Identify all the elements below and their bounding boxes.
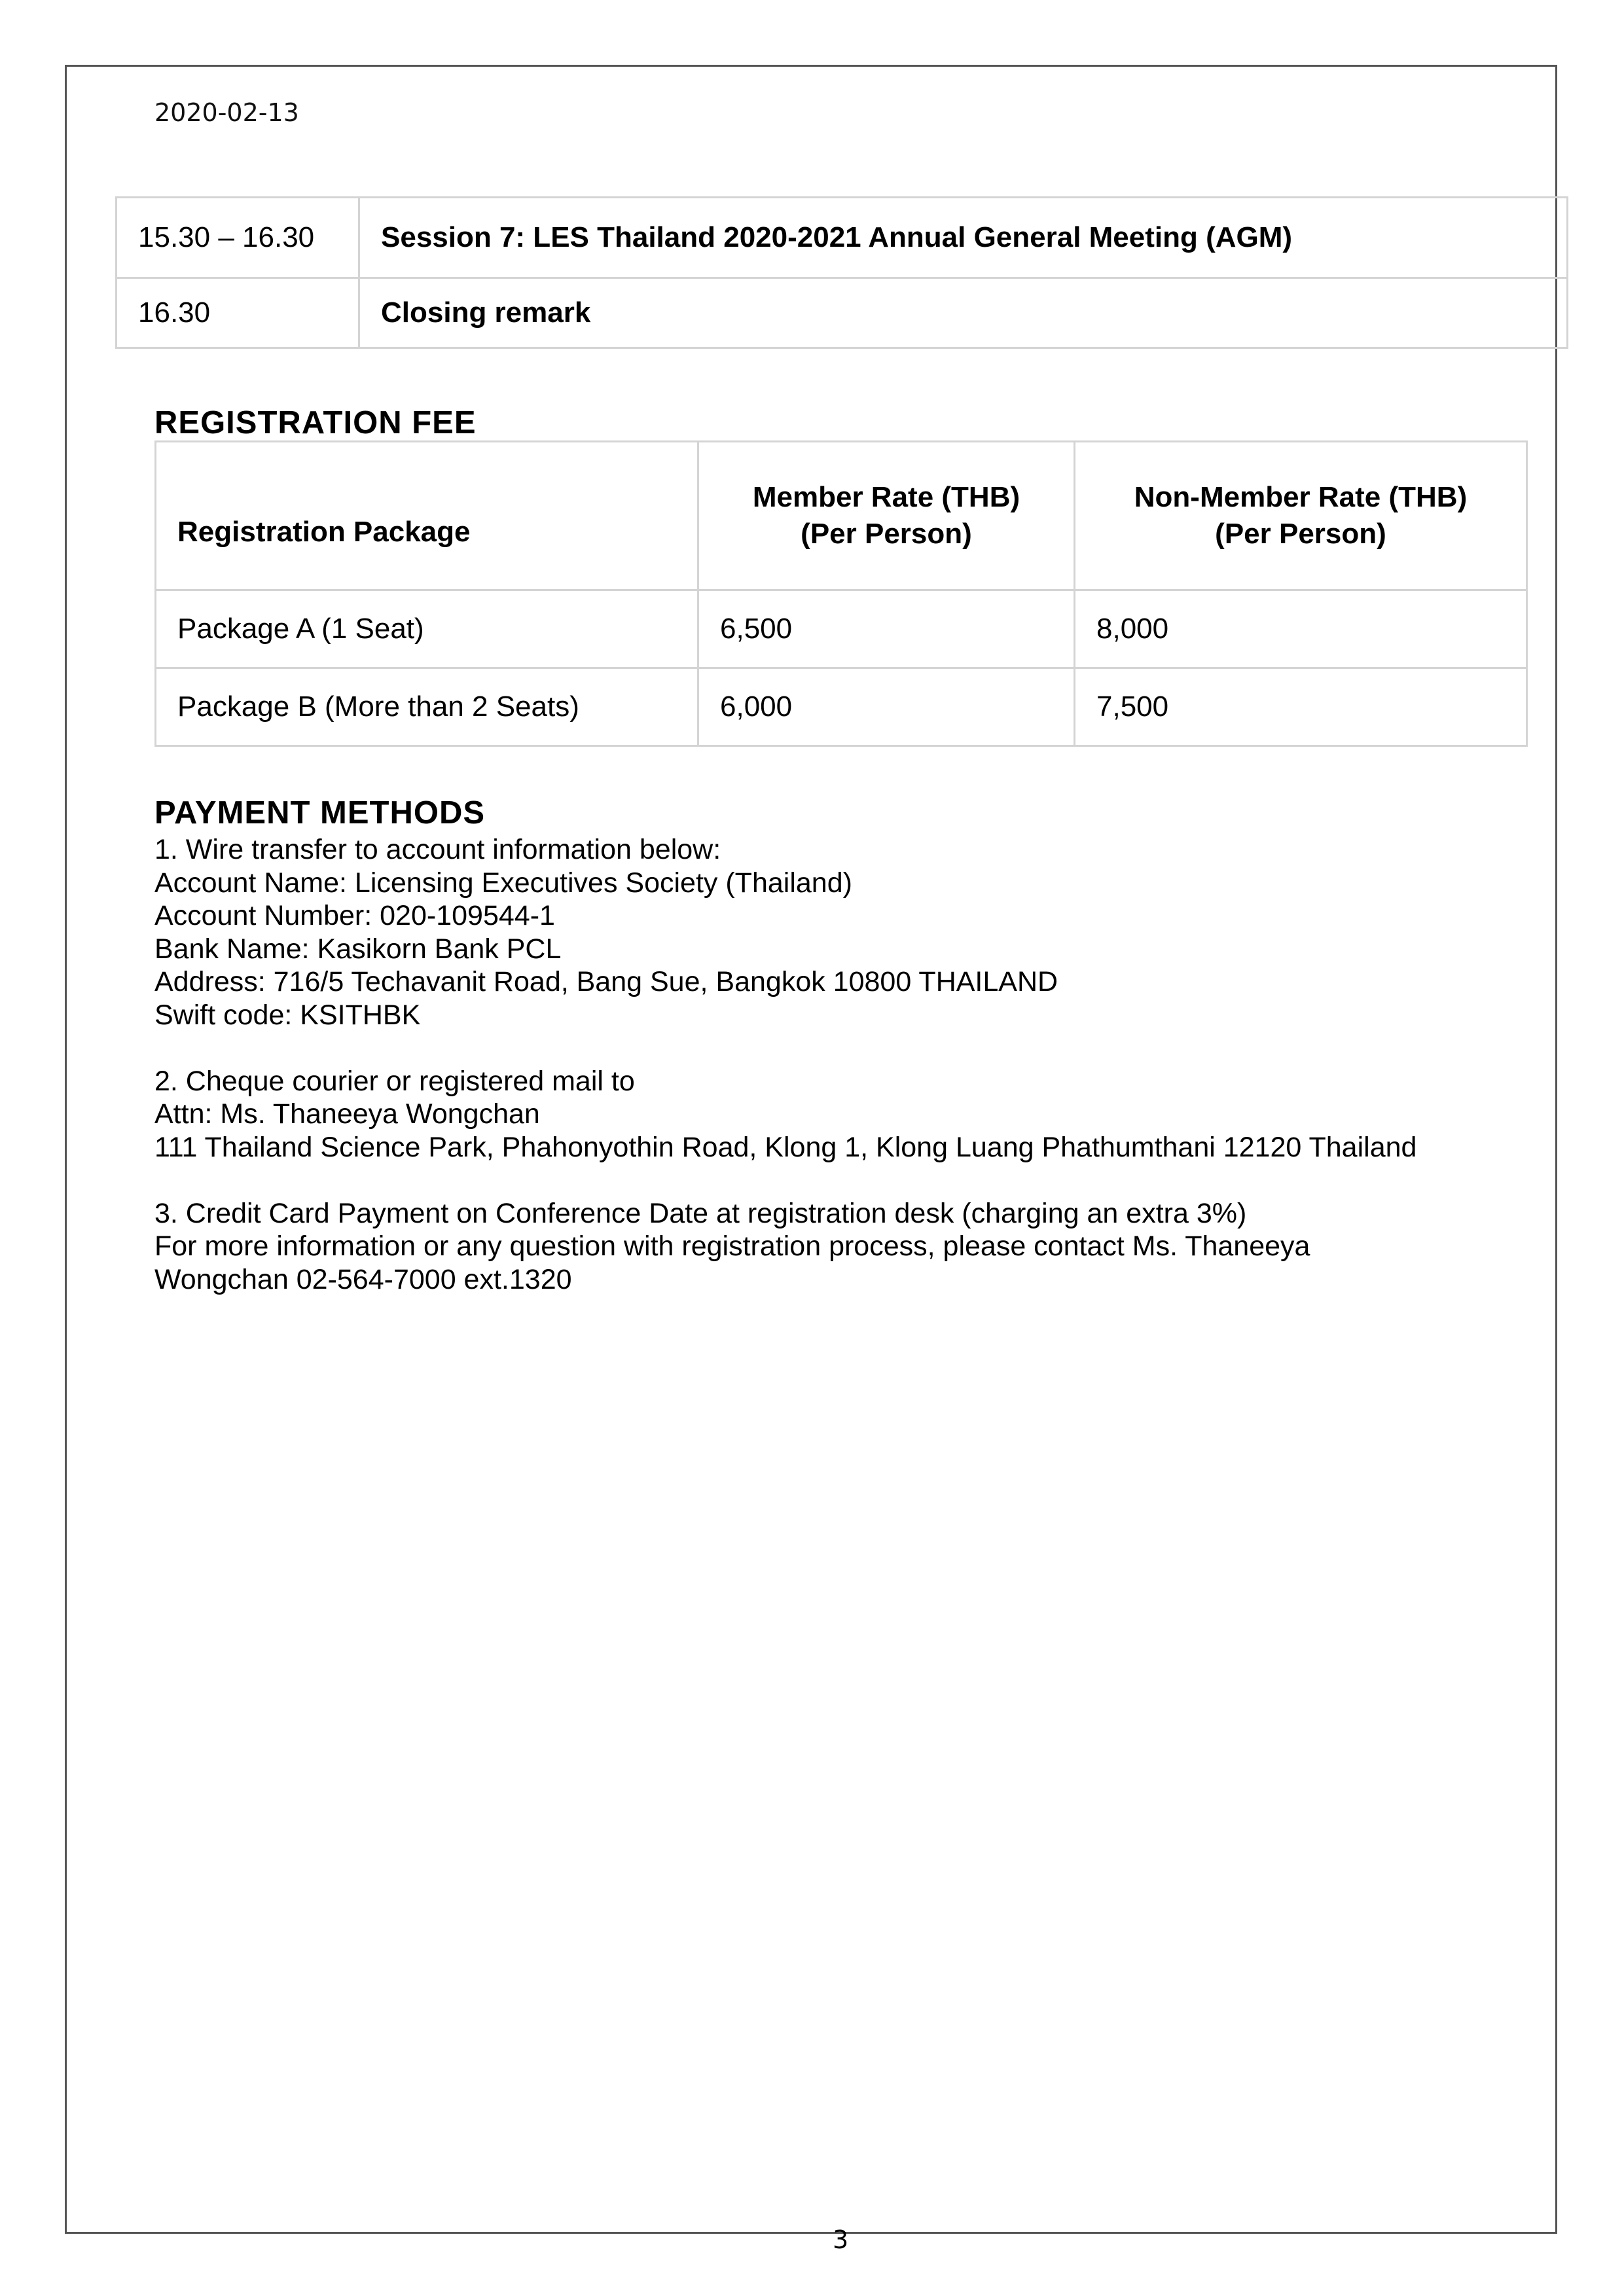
payment-heading: PAYMENT METHODS xyxy=(154,795,486,831)
column-header-member-rate xyxy=(698,442,1075,590)
column-header-nonmember-rate xyxy=(1075,442,1527,590)
registration-heading: REGISTRATION FEE xyxy=(154,405,477,440)
paragraph-gap xyxy=(154,1164,1555,1197)
agenda-row xyxy=(117,278,1568,348)
column-header-package: Registration Package xyxy=(156,442,698,590)
agenda-time: 16.30 xyxy=(117,278,359,348)
bank-name: Bank Name: Kasikorn Bank PCL xyxy=(154,933,562,965)
paragraph-gap xyxy=(154,1031,1555,1065)
cheque-intro: 2. Cheque courier or registered mail to xyxy=(154,1065,635,1097)
agenda-title: Closing remark xyxy=(359,278,1568,348)
account-number: Account Number: 020-109544-1 xyxy=(154,900,555,931)
nonmember-rate-label: Non-Member Rate (THB) xyxy=(1134,481,1468,513)
payment-methods-body xyxy=(154,833,1555,1296)
member-rate-label: Member Rate (THB) xyxy=(752,481,1020,513)
agenda-time: 15.30 – 16.30 xyxy=(117,198,359,278)
agenda-table xyxy=(115,196,1568,349)
cheque-address: 111 Thailand Science Park, Phahonyothin Road, Klong 1, Klong Luang Phathumthani 12120 Thailand xyxy=(154,1131,1417,1163)
member-rate: 6,000 xyxy=(698,668,1075,746)
nonmember-rate: 8,000 xyxy=(1075,590,1527,668)
agenda-title: Session 7: LES Thailand 2020-2021 Annual General Meeting (AGM) xyxy=(359,198,1568,278)
package-name: Package B (More than 2 Seats) xyxy=(156,668,698,746)
table-header-row xyxy=(156,442,1527,590)
contact-line: Wongchan 02-564-7000 ext.1320 xyxy=(154,1263,572,1295)
agenda-row xyxy=(117,198,1568,278)
member-rate-sublabel: (Per Person) xyxy=(801,518,972,550)
cheque-attn: Attn: Ms. Thaneeya Wongchan xyxy=(154,1098,540,1130)
wire-transfer-intro: 1. Wire transfer to account information below: xyxy=(154,834,721,865)
registration-fee-table xyxy=(154,440,1528,747)
table-row xyxy=(156,668,1527,746)
nonmember-rate-sublabel: (Per Person) xyxy=(1215,518,1386,550)
account-name: Account Name: Licensing Executives Society (Thailand) xyxy=(154,867,852,899)
package-name: Package A (1 Seat) xyxy=(156,590,698,668)
swift-code: Swift code: KSITHBK xyxy=(154,999,421,1031)
page-number: 3 xyxy=(833,2225,849,2254)
table-row xyxy=(156,590,1527,668)
header-date: 2020-02-13 xyxy=(154,98,299,127)
nonmember-rate: 7,500 xyxy=(1075,668,1527,746)
member-rate: 6,500 xyxy=(698,590,1075,668)
contact-line: For more information or any question with registration process, please contact Ms. Thaneeya xyxy=(154,1230,1310,1262)
credit-card-intro: 3. Credit Card Payment on Conference Date at registration desk (charging an extra 3%) xyxy=(154,1197,1247,1229)
bank-address: Address: 716/5 Techavanit Road, Bang Sue, Bangkok 10800 THAILAND xyxy=(154,966,1058,997)
